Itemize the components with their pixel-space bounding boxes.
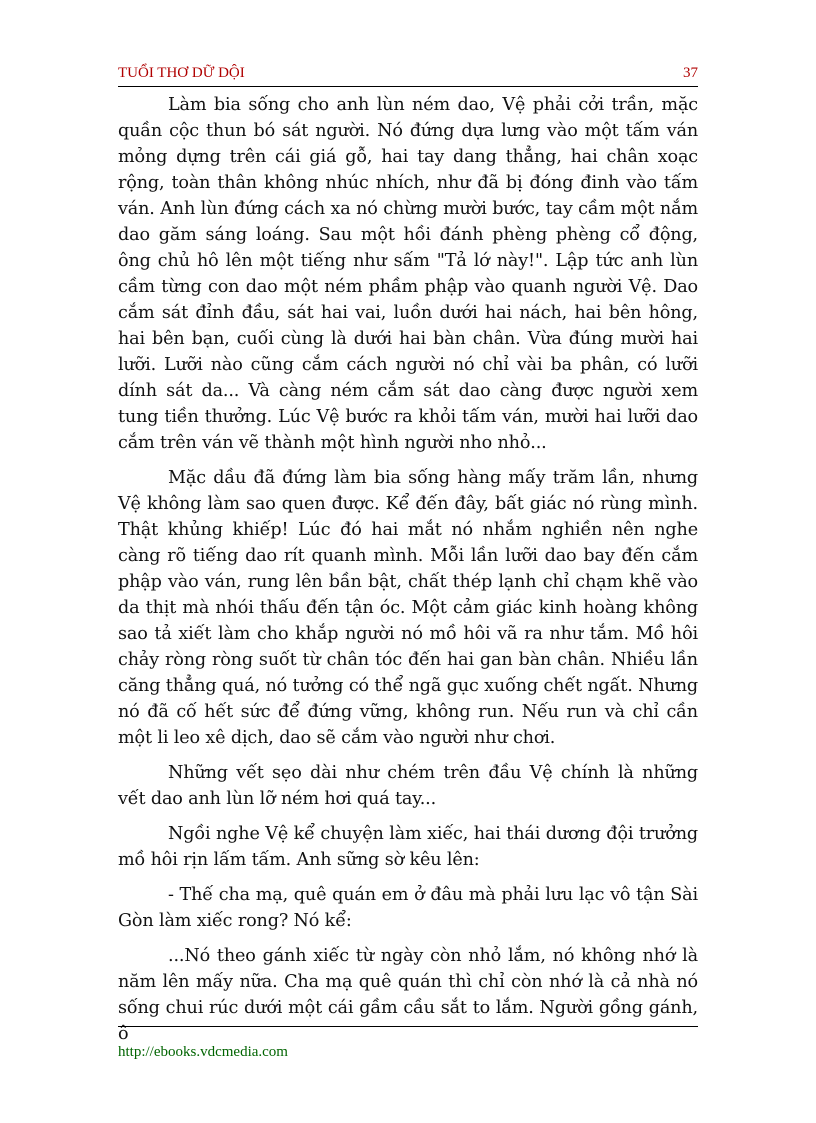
footer-divider <box>118 1026 698 1027</box>
paragraph: ...Nó theo gánh xiếc từ ngày còn nhỏ lắm, nó không nhớ là năm lên mấy nữa. Cha mạ quê quán thì chỉ còn nhớ là cả nhà nó sống chui rúc dưới một cái gầm cầu sắt to lắm. Người gồng gánh, ô <box>118 946 698 1044</box>
header-divider <box>118 86 698 87</box>
book-title: TUỔI THƠ DỮ DỘI <box>118 65 245 81</box>
paragraph: Làm bia sống cho anh lùn ném dao, Vệ phải cởi trần, mặc quần cộc thun bó sát người. Nó đứng dựa lưng vào một tấm ván mỏng dựng trên cái giá gỗ, hai tay dang thẳng, hai chân xoạc rộng, toàn thân không nhúc nhích, như đã bị đóng đinh vào tấm ván. Anh lùn đứng cách xa nó chừng mười bước, tay cầm một nắm dao găm sáng loáng. Sau một hồi đánh phèng phèng cổ động, ông chủ hô lên một tiếng như sấm "Tả lớ này!". Lập tức anh lùn cầm từng con dao một ném phầm phập vào quanh người Vệ. Dao cắm sát đỉnh đầu, sát hai vai, luồn dưới hai nách, hai bên hông, hai bên bạn, cuối cùng là dưới hai bàn chân. Vừa đúng mười hai lưỡi. Lưỡi nào cũng cắm cách người nó chỉ vài ba phân, có lưỡi dính sát da... Và càng ném cắm sát dao càng được người xem tung tiền thưởng. Lúc Vệ bước ra khỏi tấm ván, mười hai lưỡi dao cắm trên ván vẽ thành một hình người nho nhỏ... <box>118 95 698 453</box>
footer-link[interactable]: http://ebooks.vdcmedia.com <box>118 1044 288 1060</box>
book-page <box>118 0 698 1123</box>
running-header <box>118 62 698 84</box>
paragraph: Mặc dầu đã đứng làm bia sống hàng mấy trăm lần, nhưng Vệ không làm sao quen được. Kể đến đây, bất giác nó rùng mình. Thật khủng khiếp! Lúc đó hai mắt nó nhắm nghiền nên nghe càng rõ tiếng dao rít quanh mình. Mỗi lần lưỡi dao bay đến cắm phập vào ván, rung lên bần bật, chất thép lạnh chỉ chạm khẽ vào da thịt mà nhói thấu đến tận óc. Một cảm giác kinh hoàng không sao tả xiết làm cho khắp người nó mồ hôi vã ra như tắm. Mồ hôi chảy ròng ròng suốt từ chân tóc đến hai gan bàn chân. Nhiều lần căng thẳng quá, nó tưởng có thể ngã gục xuống chết ngất. Nhưng nó đã cố hết sức để đứng vững, không run. Nếu run và chỉ cần một li leo xê dịch, dao sẽ cắm vào người như chơi. <box>118 468 698 748</box>
page-number: 37 <box>683 65 698 81</box>
paragraph: Những vết sẹo dài như chém trên đầu Vệ chính là những vết dao anh lùn lỡ ném hơi quá tay... <box>118 763 698 809</box>
paragraph: Ngồi nghe Vệ kể chuyện làm xiếc, hai thái dương đội trưởng mồ hôi rịn lấm tấm. Anh sững sờ kêu lên: <box>118 824 698 870</box>
paragraph: - Thế cha mạ, quê quán em ở đâu mà phải lưu lạc vô tận Sài Gòn làm xiếc rong? Nó kể: <box>118 885 698 931</box>
page-body <box>118 92 698 1056</box>
